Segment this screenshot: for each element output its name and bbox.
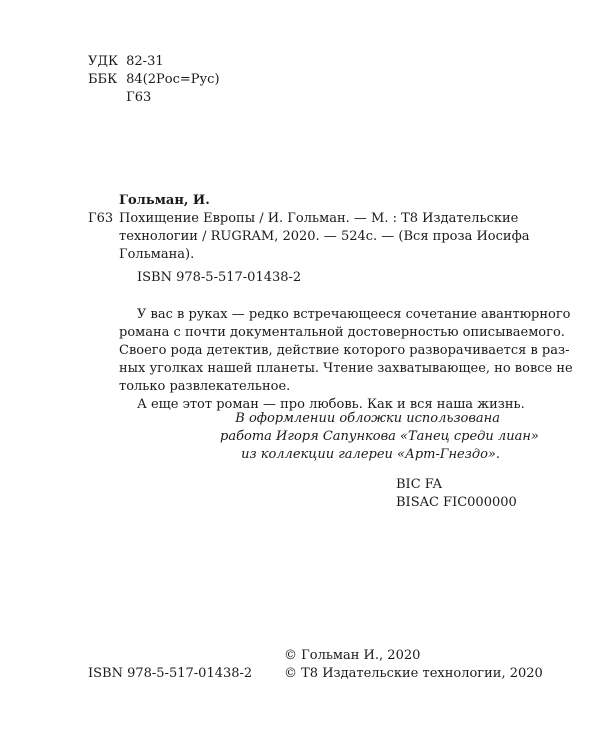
udk-label: УДК [88, 54, 119, 69]
description-line: Гольмана). [119, 247, 195, 262]
subject-codes [396, 476, 517, 512]
annotation-line: ных уголках нашей планеты. Чтение захватывающее, но вовсе не [119, 361, 573, 376]
copyright-author: © Гольман И., 2020 [284, 648, 421, 663]
author-mark-row [88, 89, 220, 107]
bic-code: BIC FA [396, 477, 443, 492]
copyright-block [284, 647, 543, 683]
bbk-label: ББК [88, 72, 118, 87]
annotation-line: только развлекательное. [119, 379, 291, 394]
classification-block [88, 53, 220, 107]
author-mark: Г63 [126, 90, 152, 105]
description-line: Похищение Европы / И. Гольман. — М. : Т8 Издательские [119, 211, 519, 226]
udk-value: 82-31 [126, 54, 164, 69]
annotation-line: Своего рода детектив, действие которого разворачивается в раз- [119, 343, 570, 358]
bbk-value: 84(2Рос=Рус) [126, 72, 220, 87]
annotation-line: У вас в руках — редко встречающееся сочетание авантюрного [137, 307, 571, 322]
description-line: технологии / RUGRAM, 2020. — 524с. — (Вся проза Иосифа [119, 229, 530, 244]
annotation [119, 306, 573, 414]
record-isbn: ISBN 978-5-517-01438-2 [137, 270, 302, 285]
bisac-code: BISAC FIC000000 [396, 495, 517, 510]
annotation-line: романа с почти документальной достоверностью описываемого. [119, 325, 565, 340]
cover-note-line: из коллекции галереи «Арт-Гнездо». [241, 447, 500, 462]
cover-note-line: В оформлении обложки использована [235, 411, 500, 426]
cover-note [220, 410, 539, 464]
footer-isbn: ISBN 978-5-517-01438-2 [88, 666, 253, 681]
cover-note-line: работа Игоря Сапункова «Танец среди лиан» [220, 429, 539, 444]
record-mark: Г63 [88, 211, 114, 226]
record-description [119, 210, 530, 264]
author-heading: Гольман, И. [119, 193, 210, 208]
udk-row [88, 53, 220, 71]
annotation-line: А еще этот роман — про любовь. Как и вся наша жизнь. [137, 397, 525, 412]
bbk-row [88, 71, 220, 89]
copyright-publisher: © Т8 Издательские технологии, 2020 [284, 666, 543, 681]
